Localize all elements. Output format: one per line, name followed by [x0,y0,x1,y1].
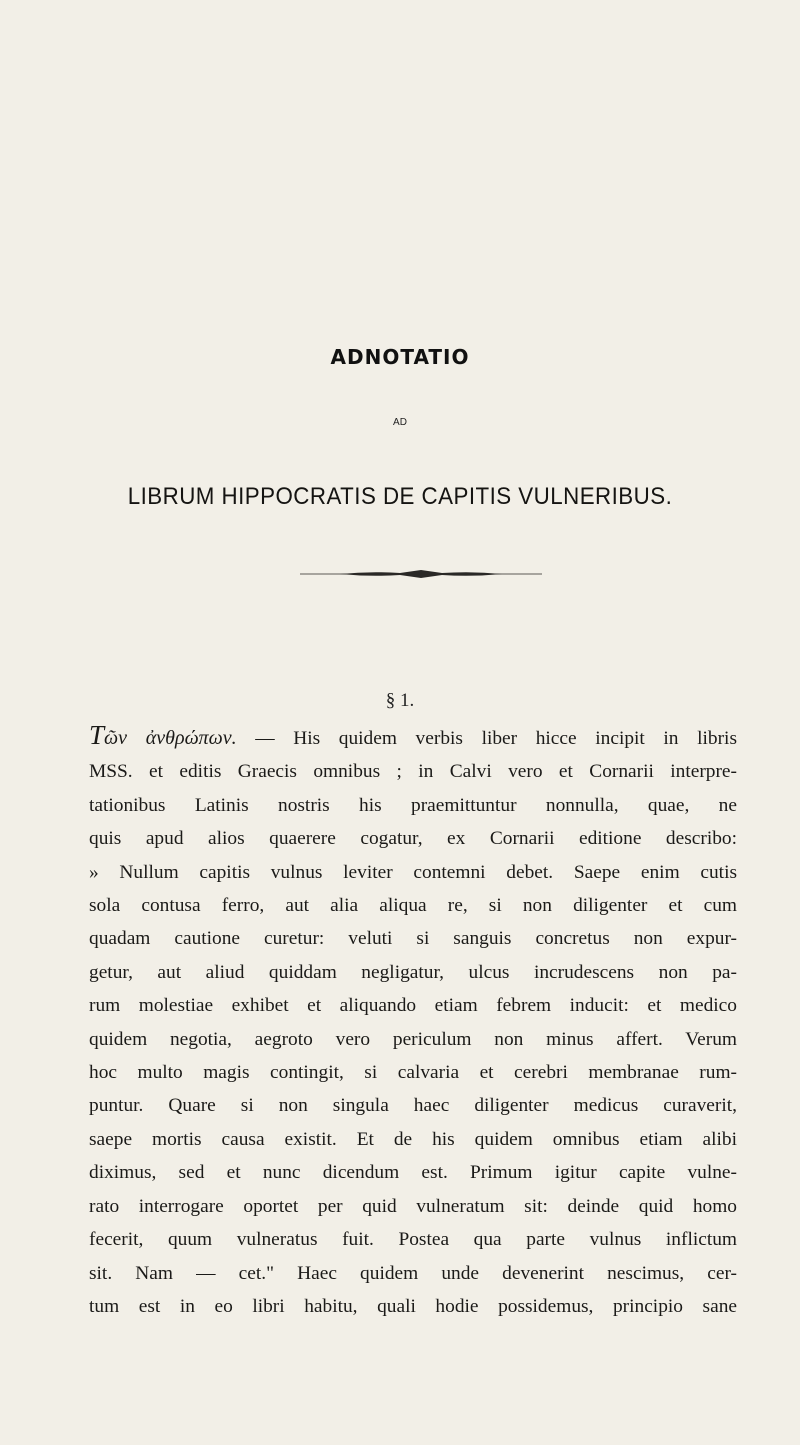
text-line: » Nullum capitis vulnus leviter contemni debet. Saepe enim cutis [89,861,737,883]
text-line: diximus, sed et nunc dicendum est. Primum igitur capite vulne- [89,1162,737,1184]
greek-lemma: ῶν ἀνθρώπων. [104,727,237,749]
page-title: ADNOTATIO [330,345,470,369]
text-line: quidem negotia, aegroto vero periculum non minus affert. Verum [89,1028,737,1050]
text-line: rato interrogare oportet per quid vulneratum sit: deinde quid homo [89,1195,737,1217]
body-text [89,722,737,1323]
ornamental-rule [300,569,542,579]
text-line: tationibus Latinis nostris his praemittuntur nonnulla, quae, ne [89,794,737,816]
book-title: LIBRUM HIPPOCRATIS DE CAPITIS VULNERIBUS. [127,483,673,510]
text-line: quadam cautione curetur: veluti si sanguis concretus non expur- [89,928,737,950]
section-number: § 1. [385,690,415,711]
text-line: MSS. et editis Graecis omnibus ; in Calvi vero et Cornarii interpre- [89,761,737,783]
text-line: sit. Nam — cet." Haec quidem unde devenerint nescimus, cer- [89,1262,737,1284]
text-line: puntur. Quare si non singula haec diligenter medicus curaverit, [89,1095,737,1117]
text-line: hoc multo magis contingit, si calvaria et cerebri membranae rum- [89,1062,737,1084]
text-line: rum molestiae exhibet et aliquando etiam febrem inducit: et medico [89,995,737,1017]
text-line: saepe mortis causa existit. Et de his quidem omnibus etiam alibi [89,1128,737,1150]
text-line: quis apud alios quaerere cogatur, ex Cornarii editione describo: [89,828,737,850]
text-line: getur, aut aliud quiddam negligatur, ulcus incrudescens non pa- [89,961,737,983]
drop-initial: T [89,720,105,750]
text-line: sola contusa ferro, aut alia aliqua re, si non diligenter et cum [89,895,737,917]
text-line-content: — His quidem verbis liber hicce incipit in libris [236,728,737,749]
text-line: fecerit, quum vulneratus fuit. Postea qua parte vulnus inflictum [89,1229,737,1251]
text-line [89,722,737,755]
page-subtitle: AD [393,417,407,428]
text-line: tum est in eo libri habitu, quali hodie possidemus, principio sane [89,1295,737,1317]
